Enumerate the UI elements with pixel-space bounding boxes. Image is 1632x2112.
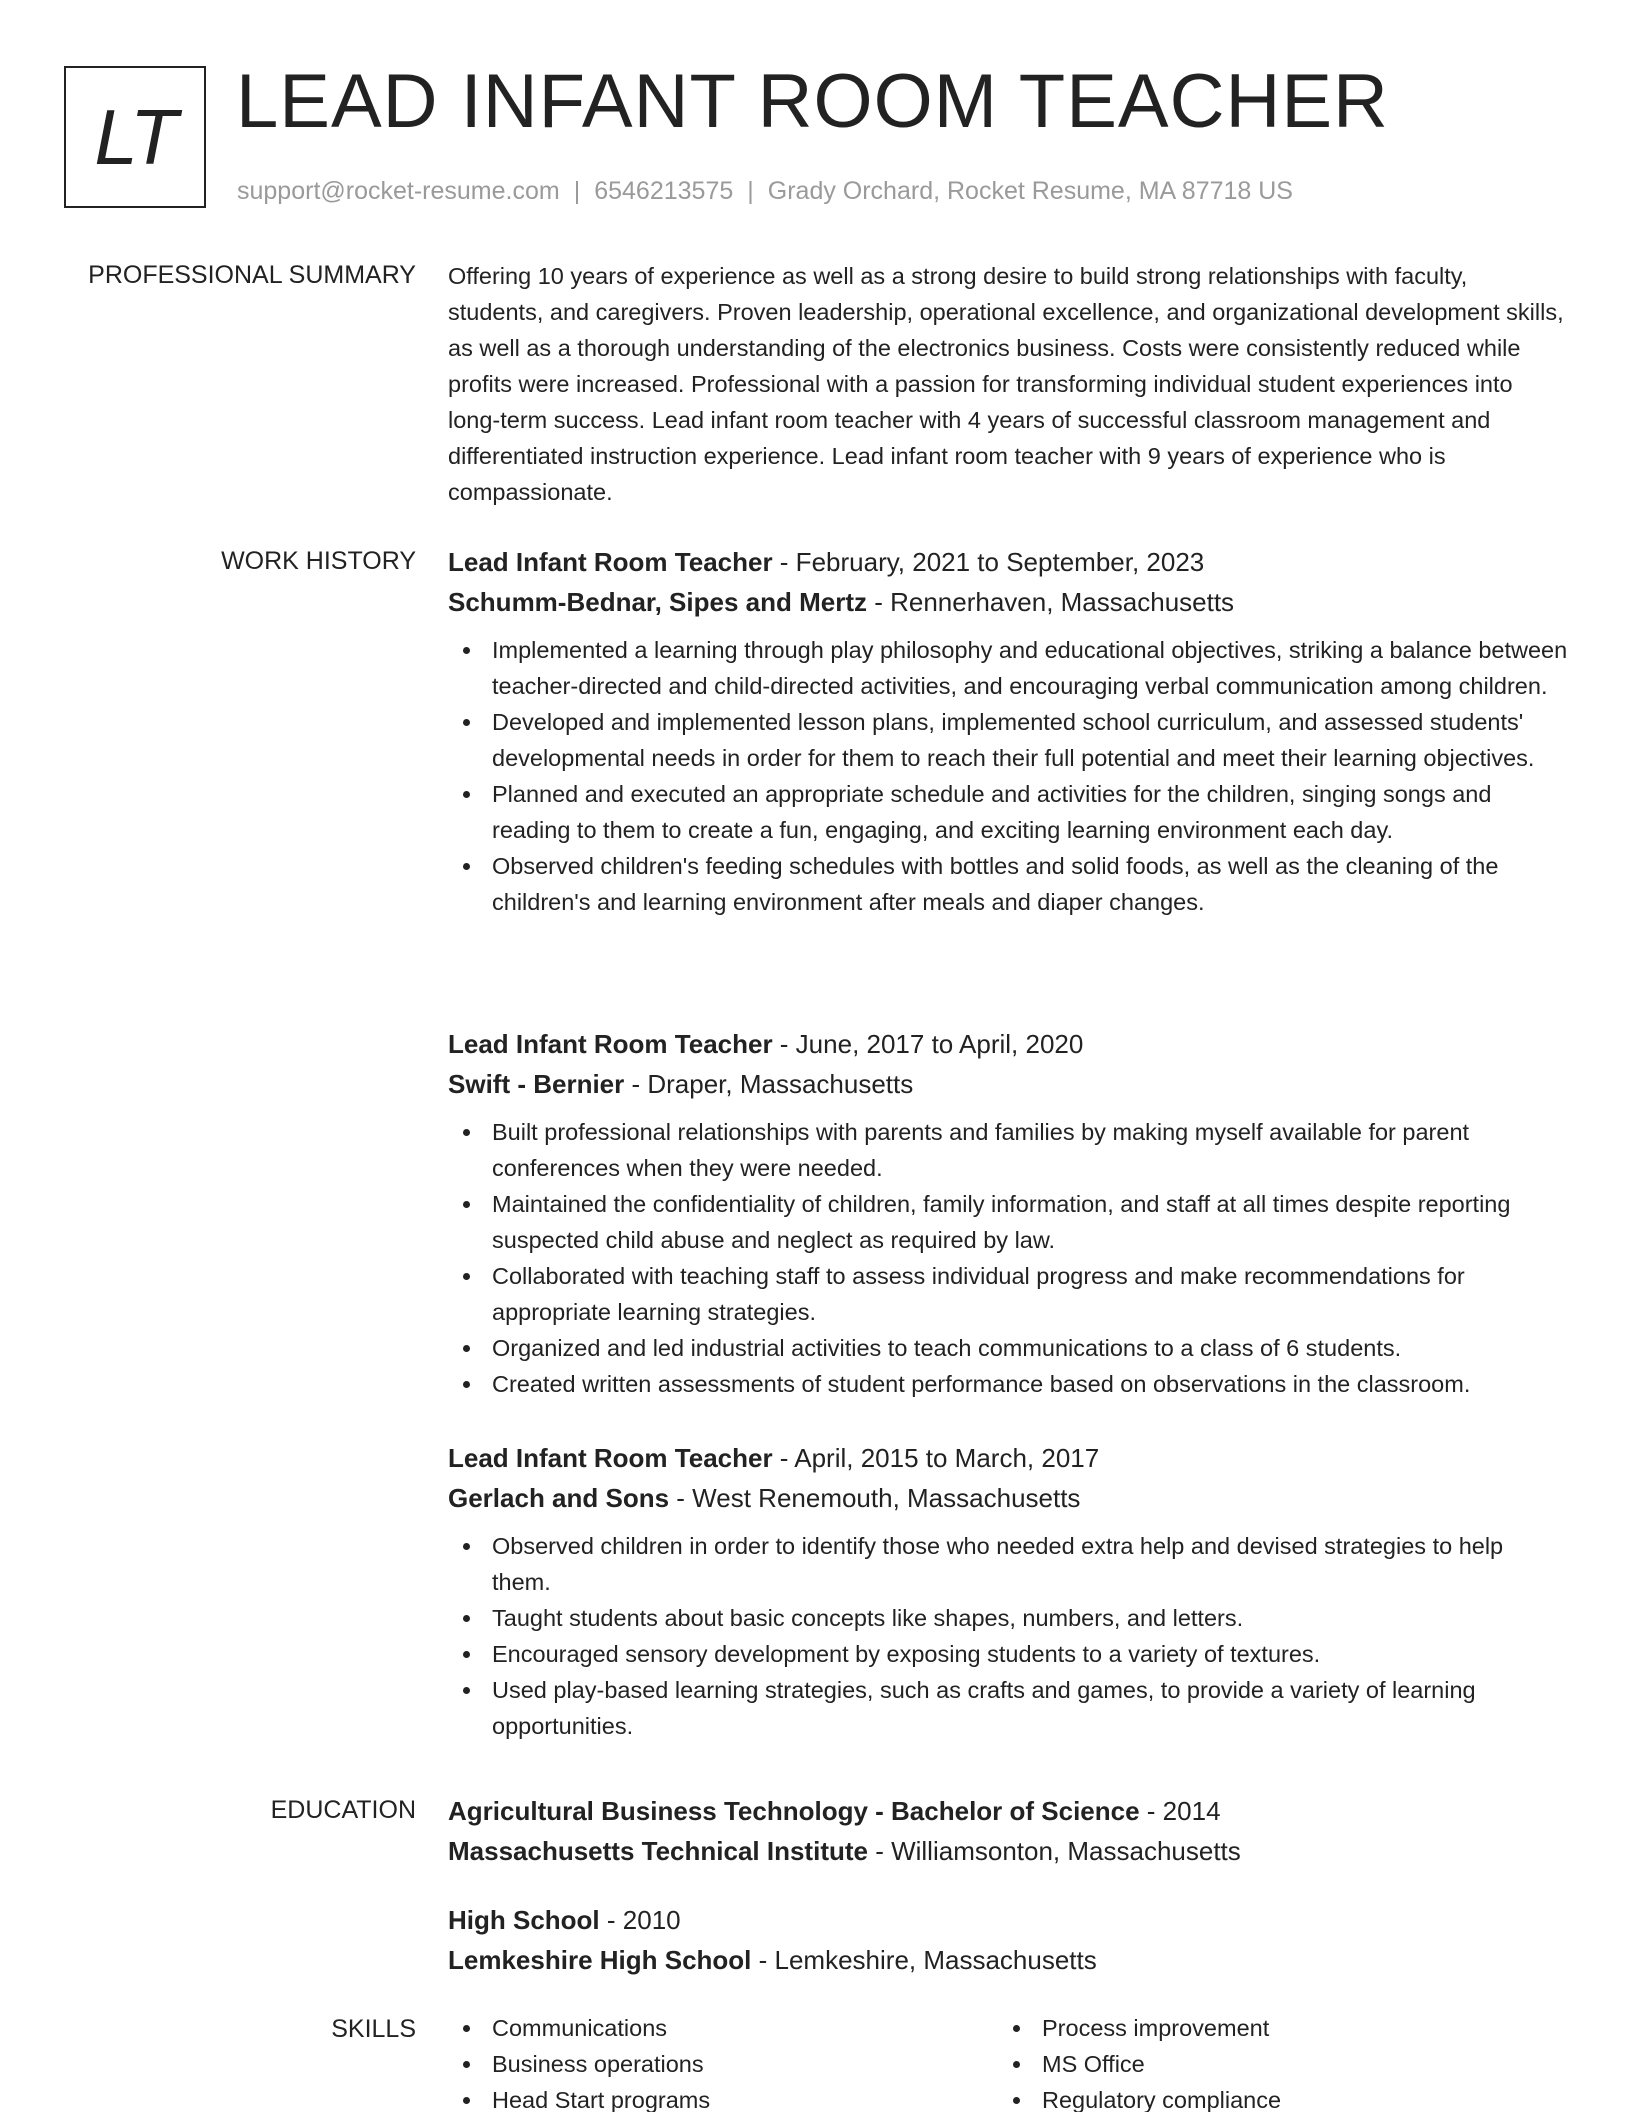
job-employer-line <box>448 1064 1568 1104</box>
skills-list <box>448 2010 1568 2112</box>
job-bullet: Used play-based learning strategies, such as crafts and games, to provide a variety of learning opportunities. <box>448 1672 1568 1744</box>
section-label-skills: SKILLS <box>331 2015 416 2043</box>
job-entry <box>448 1024 1568 1402</box>
skill-item: Head Start programs <box>448 2082 710 2112</box>
job-bullet: Taught students about basic concepts like shapes, numbers, and letters. <box>448 1600 1568 1636</box>
section-label-work-history: WORK HISTORY <box>221 547 416 575</box>
job-bullet: Organized and led industrial activities to teach communications to a class of 6 students. <box>448 1330 1568 1366</box>
job-bullet: Developed and implemented lesson plans, implemented school curriculum, and assessed students' developmental needs in order for them to reach their full potential and meet their learning objectives. <box>448 704 1568 776</box>
education-school-line <box>448 1940 1568 1980</box>
job-location: - Draper, Massachusetts <box>624 1069 914 1099</box>
job-employer-line <box>448 1478 1568 1518</box>
education-location: - Lemkeshire, Massachusetts <box>751 1945 1097 1975</box>
contact-separator: | <box>747 177 754 205</box>
contact-line <box>237 176 1293 206</box>
job-bullet: Implemented a learning through play philosophy and educational objectives, striking a balance between teacher-directed and child-directed activities, and encouraging verbal communication among children. <box>448 632 1568 704</box>
job-bullets <box>448 1528 1568 1744</box>
education-entry <box>448 1791 1568 1871</box>
job-bullet: Created written assessments of student performance based on observations in the classroom. <box>448 1366 1568 1402</box>
education-location: - Williamsonton, Massachusetts <box>867 1836 1241 1866</box>
job-bullet: Maintained the confidentiality of children, family information, and staff at all times despite reporting suspected child abuse and neglect as required by law. <box>448 1186 1568 1258</box>
skill-item: Regulatory compliance <box>998 2082 1281 2112</box>
education-degree-line <box>448 1900 1568 1940</box>
job-title: Lead Infant Room Teacher <box>448 547 773 577</box>
job-employer-line <box>448 582 1568 622</box>
contact-address: Grady Orchard, Rocket Resume, MA 87718 US <box>767 177 1293 205</box>
job-location: - West Renemouth, Massachusetts <box>669 1483 1081 1513</box>
job-bullet: Observed children's feeding schedules with bottles and solid foods, as well as the cleaning of the children's and learning environment after meals and diaper changes. <box>448 848 1568 920</box>
summary-text: Offering 10 years of experience as well as a strong desire to build strong relationships with faculty, students, and caregivers. Proven leadership, operational excellence, and organizational development skills, as well as a thorough understanding of the electronics business. Costs were consistently reduced while profits were increased. Professional with a passion for transforming individual student experiences into long-term success. Lead infant room teacher with 4 years of successful classroom management and differentiated instruction experience. Lead infant room teacher with 9 years of experience who is compassionate. <box>448 263 1564 505</box>
skills-column-left <box>448 2010 710 2112</box>
page-title: LEAD INFANT ROOM TEACHER <box>236 59 1389 144</box>
contact-phone: 6546213575 <box>594 177 734 205</box>
job-title: Lead Infant Room Teacher <box>448 1029 773 1059</box>
skill-item: MS Office <box>998 2046 1281 2082</box>
job-bullet: Encouraged sensory development by exposing students to a variety of textures. <box>448 1636 1568 1672</box>
education-year: - 2010 <box>599 1905 681 1935</box>
contact-email: support@rocket-resume.com <box>237 177 560 205</box>
education-degree: High School <box>448 1905 600 1935</box>
job-bullet: Observed children in order to identify those who needed extra help and devised strategies to help them. <box>448 1528 1568 1600</box>
skill-item: Communications <box>448 2010 710 2046</box>
job-bullet: Collaborated with teaching staff to assess individual progress and make recommendations for appropriate learning strategies. <box>448 1258 1568 1330</box>
job-title-line <box>448 1438 1568 1478</box>
skill-item: Process improvement <box>998 2010 1281 2046</box>
skill-item: Business operations <box>448 2046 710 2082</box>
job-employer: Swift - Bernier <box>448 1069 625 1099</box>
education-school-line <box>448 1831 1568 1871</box>
contact-separator: | <box>573 177 581 205</box>
job-entry <box>448 542 1568 920</box>
education-school: Massachusetts Technical Institute <box>448 1836 868 1866</box>
section-label-summary: PROFESSIONAL SUMMARY <box>88 261 416 289</box>
job-bullet: Built professional relationships with parents and families by making myself available for parent conferences when they were needed. <box>448 1114 1568 1186</box>
education-entry <box>448 1900 1568 1980</box>
education-school: Lemkeshire High School <box>448 1945 752 1975</box>
job-bullets <box>448 1114 1568 1402</box>
job-entry <box>448 1438 1568 1744</box>
job-title-line <box>448 542 1568 582</box>
job-bullets <box>448 632 1568 920</box>
education-year: - 2014 <box>1139 1796 1221 1826</box>
monogram-logo: LT <box>64 66 206 208</box>
job-bullet: Planned and executed an appropriate schedule and activities for the children, singing songs and reading to them to create a fun, engaging, and exciting learning environment each day. <box>448 776 1568 848</box>
education-degree: Agricultural Business Technology - Bachelor of Science <box>448 1796 1140 1826</box>
job-title: Lead Infant Room Teacher <box>448 1443 773 1473</box>
job-employer: Schumm-Bednar, Sipes and Mertz <box>448 587 867 617</box>
section-label-education: EDUCATION <box>270 1796 416 1824</box>
job-dates: - June, 2017 to April, 2020 <box>772 1029 1084 1059</box>
job-dates: - February, 2021 to September, 2023 <box>772 547 1205 577</box>
skills-column-right <box>998 2010 1281 2112</box>
job-location: - Rennerhaven, Massachusetts <box>866 587 1235 617</box>
job-dates: - April, 2015 to March, 2017 <box>772 1443 1100 1473</box>
education-degree-line <box>448 1791 1568 1831</box>
job-title-line <box>448 1024 1568 1064</box>
job-employer: Gerlach and Sons <box>448 1483 670 1513</box>
